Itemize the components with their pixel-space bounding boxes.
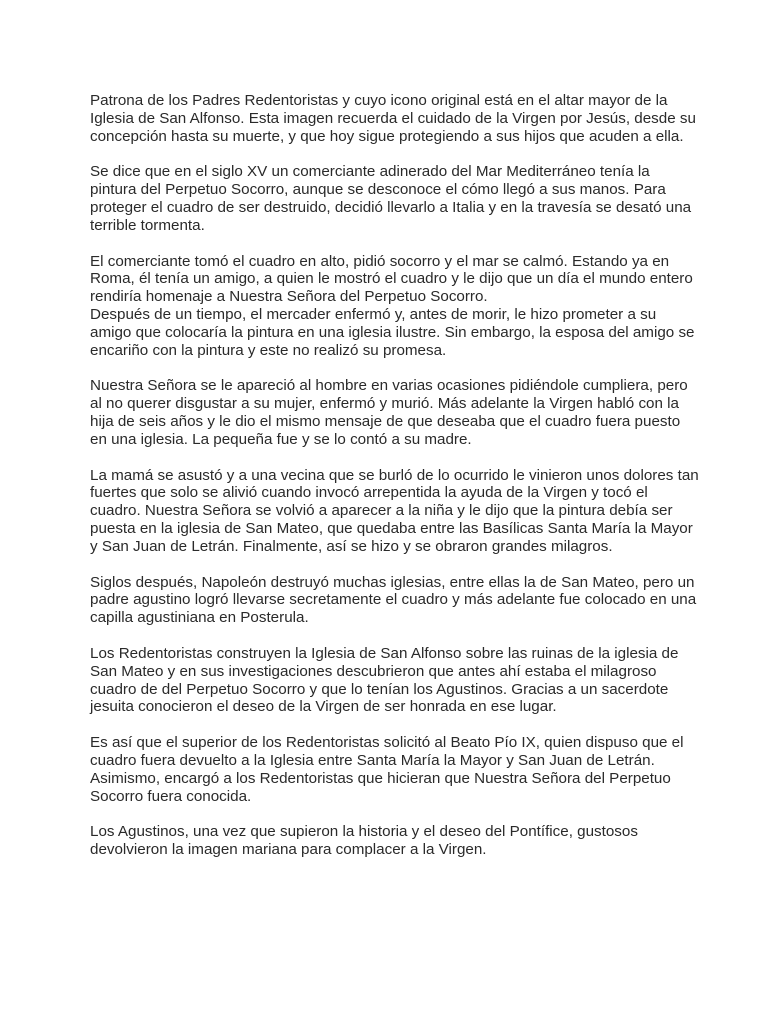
paragraph-6: La mamá se asustó y a una vecina que se burló de lo ocurrido le vinieron unos dolores tan fuertes que solo se alivió cuando invocó arrepentida la ayuda de la Virgen y tocó el cuadro. Nuestra Señora se volvió a aparecer a la niña y le dijo que la pintura debía ser puesta en la iglesia de San Mateo, que quedaba entre las Basílicas Santa María la Mayor y San Juan de Letrán. Finalmente, así se hizo y se obraron grandes milagros. <box>90 466 699 555</box>
paragraph-9: Es así que el superior de los Redentoristas solicitó al Beato Pío IX, quien dispuso que el cuadro fuera devuelto a la Iglesia entre Santa María la Mayor y San Juan de Letrán. Asimismo, encargó a los Redentoristas que hicieran que Nuestra Señora del Perpetuo Socorro fuera conocida. <box>90 734 684 805</box>
paragraph-8: Los Redentoristas construyen la Iglesia de San Alfonso sobre las ruinas de la iglesia de San Mateo y en sus investigaciones descubrieron que antes ahí estaba el milagroso cuadro de del Perpetuo Socorro y que lo tenían los Agustinos. Gracias a un sacerdote jesuita conocieron el deseo de la Virgen de ser honrada en ese lugar. <box>90 644 679 716</box>
paragraph-1: Patrona de los Padres Redentoristas y cuyo icono original está en el altar mayor de la Iglesia de San Alfonso. Esta imagen recuerda el cuidado de la Virgen por Jesús, desde su concepción hasta su muerte, y que hoy sigue protegiendo a sus hijos que acuden a ella. <box>90 92 696 145</box>
paragraph-5: Nuestra Señora se le apareció al hombre en varias ocasiones pidiéndole cumpliera, pero al no querer disgustar a su mujer, enfermó y murió. Más adelante la Virgen habló con la hija de seis años y le dio el mismo mensaje de que deseaba que el cuadro fuera puesto en una iglesia. La pequeña fue y se lo contó a su madre. <box>90 377 688 448</box>
paragraph-7: Siglos después, Napoleón destruyó muchas iglesias, entre ellas la de San Mateo, pero un padre agustino logró llevarse secretamente el cuadro y más adelante fue colocado en una capilla agustiniana en Posterula. <box>90 573 697 627</box>
paragraph-4: Después de un tiempo, el mercader enfermó y, antes de morir, le hizo prometer a su amigo que colocaría la pintura en una iglesia ilustre. Sin embargo, la esposa del amigo se encariño con la pintura y este no realizó su promesa. <box>90 305 695 359</box>
paragraph-10: Los Agustinos, una vez que supieron la historia y el deseo del Pontífice, gustosos devolvieron la imagen mariana para complacer a la Virgen. <box>90 823 638 859</box>
document-page <box>90 92 700 877</box>
paragraph-3: El comerciante tomó el cuadro en alto, pidió socorro y el mar se calmó. Estando ya en Roma, él tenía un amigo, a quien le mostró el cuadro y le dijo que un día el mundo entero rendiría homenaje a Nuestra Señora del Perpetuo Socorro. <box>90 252 693 306</box>
paragraph-2: Se dice que en el siglo XV un comerciante adinerado del Mar Mediterráneo tenía la pintura del Perpetuo Socorro, aunque se desconoce el cómo llegó a sus manos. Para proteger el cuadro de ser destruido, decidió llevarlo a Italia y en la travesía se desató una terrible tormenta. <box>90 163 692 234</box>
